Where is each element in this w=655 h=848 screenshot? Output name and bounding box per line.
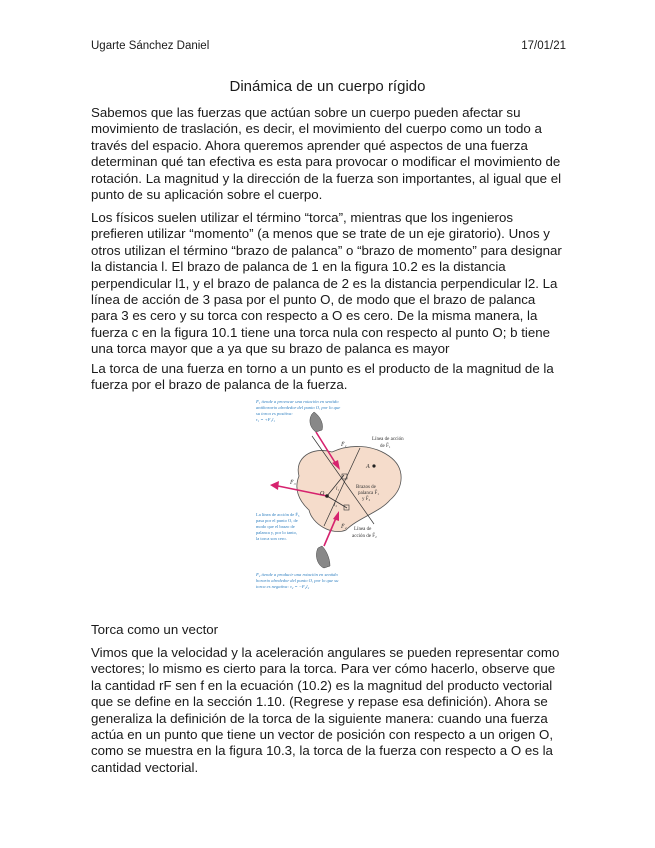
hand-bottom-icon: [316, 546, 330, 568]
paragraph-torque-vector: Vimos que la velocidad y la aceleración angulares se pueden representar como vectores; lo mismo es cierto para la torca. Para ver cómo hacerlo, observe que la cantidad rF sen f en la ecuación (10.2) es la magnitud del producto vectorial que se define en la sección 1.10. (Regrese y repase esa definición). Ahora se generaliza la definición de la torca de la siguiente manera: cuando una fuerza actúa en un punto que tiene un vector de posición con respecto a un origen O, como se muestra en la figura 10.3, la torca de la fuerza con respecto a O es la cantidad vectorial.: [91, 645, 560, 775]
caption-left-line-4: palanca y, por lo tanto,: [256, 530, 297, 535]
label-arm-2: palanca F̄₁: [358, 491, 380, 496]
label-line-action-1b: de F̄₁: [380, 444, 391, 449]
hand-top-icon: [310, 412, 323, 432]
caption-left-line-2: pasa por el punto O, de: [256, 518, 298, 523]
section-title-torque-vector: Torca como un vector: [91, 622, 219, 637]
caption-left-line-1: La línea de acción de F̄₃: [256, 512, 300, 517]
torque-diagram: [254, 396, 420, 598]
caption-top-line-1: F̄₁ tiende a provocar una rotación en sentido: [256, 399, 339, 404]
paragraph-torque-definition: La torca de una fuerza en torno a un punto es el producto de la magnitud de la fuerza por el brazo de palanca de la fuerza.: [91, 361, 554, 393]
caption-bottom-line-3: torca es negativa: τ₂ = −F₂l₂: [256, 584, 310, 589]
caption-top-line-2: antihorario alrededor del punto O, por lo que: [256, 405, 341, 410]
label-o: O: [320, 491, 325, 497]
caption-left-line-5: la torca son cero.: [256, 536, 287, 541]
label-l2: l₂: [334, 503, 338, 508]
caption-top-line-4: τ₁ = +F₁l₁: [256, 417, 276, 422]
label-arm-1: Brazos de: [356, 485, 376, 490]
label-f3: F̄₃: [290, 480, 296, 486]
force-f3-arrowhead: [270, 481, 279, 490]
paragraph-intro: Sabemos que las fuerzas que actúan sobre un cuerpo pueden afectar su movimiento de traslación, es decir, el movimiento del cuerpo como un todo a través del espacio. Ahora queremos aprender qué aspectos de una fuerza determinan qué tan efectiva es esta para provocar o modificar el movimiento de rotación. La magnitud y la dirección de la fuerza son importantes, al igual que el punto de su aplicación sobre el cuerpo.: [91, 105, 562, 203]
caption-top-line-3: su torca es positiva:: [256, 411, 293, 416]
label-f1: F̄₁: [341, 442, 347, 448]
label-l1: l₁: [336, 487, 340, 492]
caption-left-line-3: modo que el brazo de: [256, 524, 295, 529]
point-o: [325, 494, 329, 498]
label-a: A: [366, 464, 370, 470]
label-line-action-2a: Línea de: [354, 527, 372, 532]
torque-figure: [254, 396, 420, 598]
label-arm-3: y F̄₂: [362, 497, 371, 502]
caption-bottom-line-1: F̄₂ tiende a producir una rotación en sentido: [256, 572, 338, 577]
point-a: [372, 464, 375, 467]
paragraph-torque-terms: Los físicos suelen utilizar el término “torca”, mientras que los ingenieros prefieren utilizar “momento” (a menos que se trate de un eje giratorio). Unos y otros utilizan el término “brazo de palanca” o “brazo de momento” para designar la distancia l. El brazo de palanca de 1 en la figura 10.2 es la distancia perpendicular l1, y el brazo de palanca de 2 es la distancia perpendicular l2. La línea de acción de 3 pasa por el punto O, de modo que el brazo de palanca para 3 es cero y su torca con respecto a O es cero. De la misma manera, la fuerza c en la figura 10.1 tiene una torca nula con respecto al punto O; b tiene una torca mayor que a ya que su brazo de palanca es mayor: [91, 210, 562, 357]
label-line-action-1a: Línea de acción: [372, 437, 404, 442]
caption-bottom-line-2: horario alrededor del punto O, por lo que su: [256, 578, 339, 583]
document-title: Dinámica de un cuerpo rígido: [229, 78, 426, 95]
label-f2: F̄₂: [341, 524, 347, 530]
header-author: Ugarte Sánchez Daniel: [91, 40, 210, 52]
header-date: 17/01/21: [521, 40, 566, 52]
label-line-action-2b: acción de F̄₂: [352, 534, 377, 539]
